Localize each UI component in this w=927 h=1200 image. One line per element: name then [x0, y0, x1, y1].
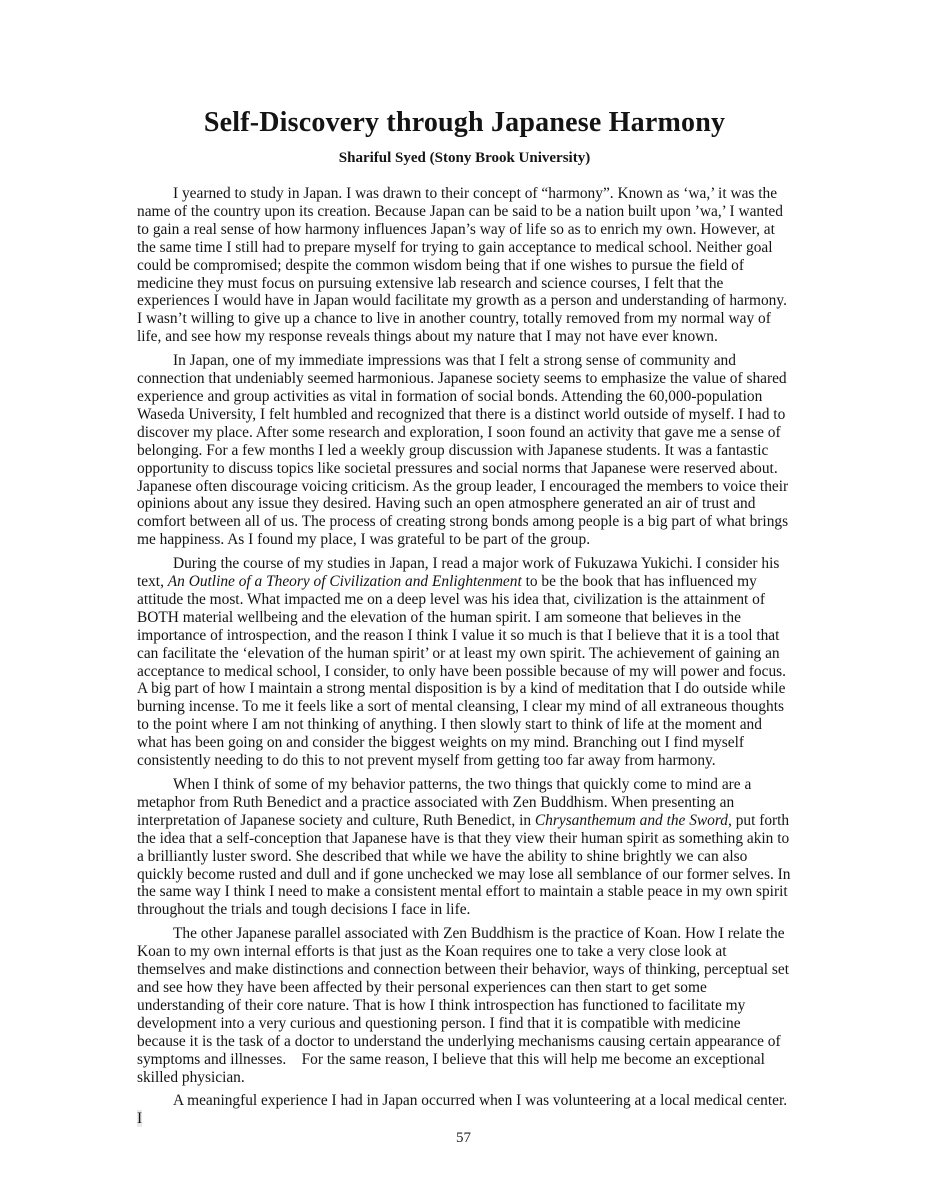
page-number: 57 [456, 1130, 471, 1146]
paragraph [137, 555, 792, 770]
paragraph [137, 925, 792, 1086]
paragraph [137, 352, 792, 549]
text-run: In Japan, one of my immediate impressions was that I felt a strong sense of community and connection that undeniably seemed harmonious. Japanese society seems to emphasize the value of shared experience and group activities as vital in formation of social bonds. Attending the 60,000-population Waseda University, I felt humbled and recognized that there is a distinct world outside of myself. I had to discover my place. After some research and exploration, I soon found an activity that gave me a sense of belonging. For a few months I led a weekly group discussion with Japanese students. It was a fantastic opportunity to discuss topics like societal pressures and social norms that Japanese were reserved about. Japanese often discourage voicing criticism. As the group leader, I encouraged the members to voice their opinions about any issue they desired. Having such an open atmosphere generated an air of trust and comfort between all of us. The process of creating strong bonds among people is a big part of what brings me happiness. As I found my place, I was grateful to be part of the group. [137, 352, 789, 549]
paragraph [137, 1092, 792, 1128]
essay-title: Self-Discovery through Japanese Harmony [203, 107, 726, 138]
text-run: I yearned to study in Japan. I was drawn to their concept of “harmony”. Known as ‘wa,’ it was the name of the country upon its creation. Because Japan can be said to be a nation built upon ’wa,’ I wanted to gain a real sense of how harmony influences Japan’s way of life so as to enrich my own. However, at the same time I still had to prepare myself for trying to gain acceptance to medical school. Neither goal could be compromised; despite the common wisdom being that if one wishes to pursue the field of medicine they must focus on pursuing extensive lab research and science courses, I felt that the experiences I would have in Japan would facilitate my growth as a person and understanding of harmony. I wasn’t willing to give up a chance to live in another country, totally removed from my normal way of life, and see how my response reveals things about my nature that I may not have ever known. [137, 185, 787, 346]
essay-body [137, 185, 792, 1128]
book-title: Chrysanthemum and the Sword [534, 811, 728, 829]
essay-author: Shariful Syed (Stony Brook University) [338, 150, 591, 166]
text-run: The other Japanese parallel associated with Zen Buddhism is the practice of Koan. How I relate the Koan to my own internal efforts is that just as the Koan requires one to take a very close look at themselves and make distinctions and connection between their behavior, ways of thinking, perceptual set and see how they have been affected by their personal experiences can then start to get some understanding of their core nature. That is how I think introspection has functioned to facilitate my development into a very curious and questioning person. I find that it is compatible with medicine because it is the task of a doctor to understand the underlying mechanisms causing certain appearance of symptoms and illnesses. For the same reason, I believe that this will help me become an exceptional skilled physician. [137, 925, 790, 1086]
text-run: to be the book that has influenced my attitude the most. What impacted me on a deep level was his idea that, civilization is the attainment of BOTH material wellbeing and the elevation of the human spirit. I am someone that believes in the importance of introspection, and the reason I think I value it so much is that I believe that it is a tool that can facilitate the ‘elevation of the human spirit’ or at least my own spirit. The achievement of gaining an acceptance to medical school, I consider, to only have been possible because of my will power and focus. A big part of how I maintain a strong mental disposition is by a kind of meditation that I do outside while burning incense. To me it feels like a sort of mental cleansing, I clear my mind of all extraneous thoughts to the point where I am not thinking of anything. I then slowly start to think of life at the moment and what has been going on and consider the biggest weights on my mind. Branching out I find myself consistently needing to do this to not prevent myself from getting too far away from harmony. [137, 573, 786, 770]
text-run: A meaningful experience I had in Japan occurred when I was volunteering at a local medical center. [173, 1092, 788, 1110]
paragraph [137, 776, 792, 919]
text-run: When I think of some of my behavior patterns, the two things that quickly come to mind are a metaphor from Ruth Benedict and a practice associated with Zen Buddhism. When presenting an interpretation of Japanese society and culture, Ruth Benedict, in [137, 776, 752, 829]
essay-content [137, 106, 792, 1128]
book-title: An Outline of a Theory of Civilization and Enlightenment [167, 573, 522, 591]
text-run: During the course of my studies in Japan, I read a major work of Fukuzawa Yukichi. I consider his text, [137, 555, 780, 591]
highlighted-text: I [137, 1110, 143, 1128]
text-run: , put forth the idea that a self-conception that Japanese have is that they view their human spirit as something akin to a brilliantly luster sword. She described that while we have the ability to shine brightly we can also quickly become rusted and dull and if gone unchecked we may lose all semblance of our former selves. In the same way I think I need to make a consistent mental effort to maintain a stable peace in my own spirit throughout the trials and tough decisions I face in life. [137, 811, 791, 919]
paragraph [137, 185, 792, 346]
